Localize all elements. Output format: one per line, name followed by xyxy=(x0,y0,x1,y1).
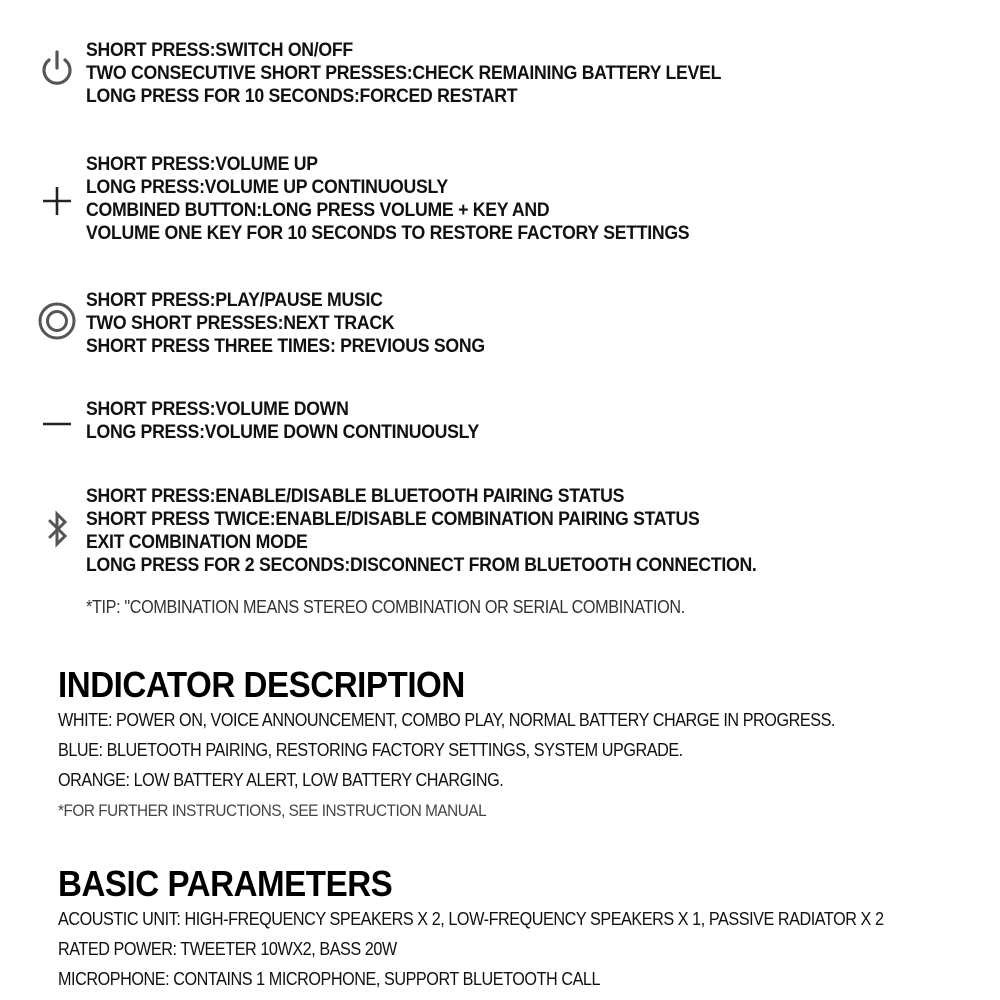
play-pause-ring-icon xyxy=(36,300,78,342)
bluetooth-button-description xyxy=(86,485,807,577)
description-line: LONG PRESS FOR 2 SECONDS:DISCONNECT FROM BLUETOOTH CONNECTION. xyxy=(86,555,757,576)
instruction-manual-note: *FOR FURTHER INSTRUCTIONS, SEE INSTRUCTION MANUAL xyxy=(58,801,487,820)
description-line: LONG PRESS FOR 10 SECONDS:FORCED RESTART xyxy=(86,86,518,107)
description-line: TWO SHORT PRESSES:NEXT TRACK xyxy=(86,313,395,334)
description-line: SHORT PRESS:ENABLE/DISABLE BLUETOOTH PAIRING STATUS xyxy=(86,486,625,507)
plus-icon xyxy=(36,180,78,222)
parameter-acoustic-unit: ACOUSTIC UNIT: HIGH-FREQUENCY SPEAKERS X 2, LOW-FREQUENCY SPEAKERS X 1, PASSIVE RADIATOR X 2 xyxy=(58,909,884,929)
description-line: TWO CONSECUTIVE SHORT PRESSES:CHECK REMAINING BATTERY LEVEL xyxy=(86,63,722,84)
parameter-rated-power: RATED POWER: TWEETER 10WX2, BASS 20W xyxy=(58,939,397,959)
volume-up-button-description xyxy=(86,153,735,245)
description-line: COMBINED BUTTON:LONG PRESS VOLUME + KEY AND xyxy=(86,200,550,221)
power-icon xyxy=(36,48,78,90)
description-line: SHORT PRESS:VOLUME UP xyxy=(86,154,318,175)
description-line: SHORT PRESS:VOLUME DOWN xyxy=(86,399,349,420)
description-line: VOLUME ONE KEY FOR 10 SECONDS TO RESTORE FACTORY SETTINGS xyxy=(86,223,690,244)
indicator-item-blue: BLUE: BLUETOOTH PAIRING, RESTORING FACTORY SETTINGS, SYSTEM UPGRADE. xyxy=(58,740,683,760)
description-line: LONG PRESS:VOLUME DOWN CONTINUOUSLY xyxy=(86,422,480,443)
description-line: SHORT PRESS THREE TIMES: PREVIOUS SONG xyxy=(86,336,485,357)
combination-tip: *TIP: "COMBINATION MEANS STEREO COMBINATION OR SERIAL COMBINATION. xyxy=(86,597,685,617)
indicator-item-white: WHITE: POWER ON, VOICE ANNOUNCEMENT, COMBO PLAY, NORMAL BATTERY CHARGE IN PROGRESS. xyxy=(58,710,835,730)
parameters-heading: BASIC PARAMETERS xyxy=(58,863,393,904)
volume-down-button-description xyxy=(86,398,509,444)
bluetooth-icon xyxy=(36,508,78,550)
parameter-microphone: MICROPHONE: CONTAINS 1 MICROPHONE, SUPPORT BLUETOOTH CALL xyxy=(58,969,601,989)
description-line: LONG PRESS:VOLUME UP CONTINUOUSLY xyxy=(86,177,448,198)
description-line: SHORT PRESS:SWITCH ON/OFF xyxy=(86,40,353,61)
play-pause-button-description xyxy=(86,289,515,358)
description-line: SHORT PRESS TWICE:ENABLE/DISABLE COMBINATION PAIRING STATUS xyxy=(86,509,700,530)
description-line: EXIT COMBINATION MODE xyxy=(86,532,308,553)
indicator-item-orange: ORANGE: LOW BATTERY ALERT, LOW BATTERY CHARGING. xyxy=(58,770,504,790)
power-button-description xyxy=(86,39,769,108)
description-line: SHORT PRESS:PLAY/PAUSE MUSIC xyxy=(86,290,383,311)
indicator-heading: INDICATOR DESCRIPTION xyxy=(58,664,465,705)
minus-icon xyxy=(36,403,78,445)
